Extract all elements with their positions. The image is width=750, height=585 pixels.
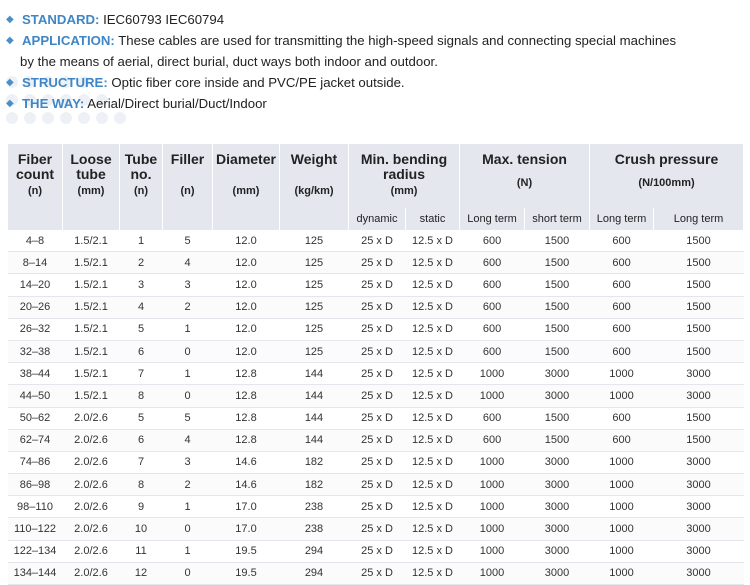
table-cell: 12.5 x D <box>406 340 460 362</box>
table-cell: 600 <box>590 318 654 340</box>
table-cell: 1000 <box>460 385 525 407</box>
table-cell: 600 <box>590 274 654 296</box>
table-cell: 12 <box>120 562 163 584</box>
table-cell: 3 <box>163 451 213 473</box>
table-cell: 134–144 <box>8 562 63 584</box>
table-cell: 3000 <box>654 540 744 562</box>
table-cell: 238 <box>280 496 349 518</box>
table-cell: 11 <box>120 540 163 562</box>
table-cell: 1500 <box>525 429 590 451</box>
table-cell: 12.5 x D <box>406 230 460 252</box>
header-weight: Weight (kg/km) <box>280 144 349 230</box>
table-cell: 1000 <box>590 496 654 518</box>
table-cell: 1000 <box>590 562 654 584</box>
table-row <box>8 340 744 362</box>
table-row <box>8 274 744 296</box>
table-cell: 1000 <box>590 363 654 385</box>
table-cell: 14.6 <box>213 474 280 496</box>
table-cell: 1.5/2.1 <box>63 385 120 407</box>
table-cell: 600 <box>590 407 654 429</box>
the-way-text: Aerial/Direct burial/Duct/Indoor <box>87 96 267 111</box>
diamond-bullet-icon: ◆ <box>6 35 14 46</box>
header-max-tension: Max. tension (N) <box>460 144 590 208</box>
table-cell: 2 <box>163 474 213 496</box>
table-cell: 5 <box>163 230 213 252</box>
table-cell: 9 <box>120 496 163 518</box>
header-diameter: Diameter (mm) <box>213 144 280 230</box>
table-cell: 1 <box>163 496 213 518</box>
table-cell: 125 <box>280 252 349 274</box>
table-cell: 62–74 <box>8 429 63 451</box>
table-cell: 1000 <box>460 540 525 562</box>
table-cell: 600 <box>460 296 525 318</box>
table-cell: 74–86 <box>8 451 63 473</box>
table-cell: 1.5/2.1 <box>63 230 120 252</box>
table-cell: 2 <box>163 296 213 318</box>
table-cell: 600 <box>590 296 654 318</box>
table-cell: 12.0 <box>213 252 280 274</box>
table-cell: 3000 <box>525 474 590 496</box>
table-cell: 5 <box>163 407 213 429</box>
table-cell: 1000 <box>590 385 654 407</box>
table-cell: 1500 <box>654 296 744 318</box>
table-cell: 12.5 x D <box>406 540 460 562</box>
table-cell: 1500 <box>654 429 744 451</box>
table-cell: 144 <box>280 407 349 429</box>
table-cell: 144 <box>280 363 349 385</box>
table-cell: 12.5 x D <box>406 562 460 584</box>
table-row <box>8 451 744 473</box>
table-cell: 17.0 <box>213 496 280 518</box>
table-header-row <box>8 144 744 208</box>
table-cell: 600 <box>460 230 525 252</box>
table-cell: 600 <box>590 252 654 274</box>
application-text-continued: by the means of aerial, direct burial, duct ways both indoor and outdoor. <box>20 54 438 69</box>
subheader-dynamic: dynamic <box>349 208 406 230</box>
table-cell: 3000 <box>654 474 744 496</box>
table-cell: 2 <box>120 252 163 274</box>
structure-text: Optic fiber core inside and PVC/PE jacket outside. <box>111 75 405 90</box>
table-cell: 25 x D <box>349 451 406 473</box>
table-cell: 12.5 x D <box>406 363 460 385</box>
table-cell: 32–38 <box>8 340 63 362</box>
table-cell: 5 <box>120 318 163 340</box>
table-cell: 12.8 <box>213 385 280 407</box>
table-cell: 2.0/2.6 <box>63 429 120 451</box>
table-cell: 0 <box>163 385 213 407</box>
table-cell: 1.5/2.1 <box>63 274 120 296</box>
table-row <box>8 474 744 496</box>
table-cell: 38–44 <box>8 363 63 385</box>
table-cell: 12.0 <box>213 296 280 318</box>
table-cell: 19.5 <box>213 562 280 584</box>
table-row <box>8 518 744 540</box>
table-cell: 19.5 <box>213 540 280 562</box>
table-cell: 25 x D <box>349 518 406 540</box>
table-cell: 3000 <box>654 496 744 518</box>
table-cell: 17.0 <box>213 518 280 540</box>
table-cell: 125 <box>280 230 349 252</box>
table-cell: 25 x D <box>349 540 406 562</box>
table-cell: 3000 <box>525 363 590 385</box>
table-cell: 12.5 x D <box>406 474 460 496</box>
the-way-line <box>6 93 746 114</box>
subheader-tension-short-term: short term <box>525 208 590 230</box>
table-cell: 98–110 <box>8 496 63 518</box>
table-cell: 12.5 x D <box>406 451 460 473</box>
table-cell: 6 <box>120 429 163 451</box>
table-cell: 1000 <box>460 451 525 473</box>
table-cell: 12.5 x D <box>406 518 460 540</box>
table-cell: 1500 <box>525 230 590 252</box>
standard-line <box>6 9 746 30</box>
table-cell: 238 <box>280 518 349 540</box>
table-cell: 25 x D <box>349 429 406 451</box>
table-cell: 2.0/2.6 <box>63 451 120 473</box>
table-cell: 25 x D <box>349 230 406 252</box>
header-loose-tube: Loose tube (mm) <box>63 144 120 230</box>
table-cell: 12.5 x D <box>406 318 460 340</box>
table-cell: 4 <box>163 429 213 451</box>
table-cell: 25 x D <box>349 385 406 407</box>
table-cell: 25 x D <box>349 407 406 429</box>
header-min-bending-radius: Min. bending radius (mm) <box>349 144 460 208</box>
table-cell: 25 x D <box>349 562 406 584</box>
table-cell: 1 <box>163 540 213 562</box>
table-cell: 1000 <box>590 451 654 473</box>
table-cell: 600 <box>590 230 654 252</box>
table-cell: 7 <box>120 363 163 385</box>
table-cell: 2.0/2.6 <box>63 562 120 584</box>
table-row <box>8 230 744 252</box>
table-cell: 1.5/2.1 <box>63 318 120 340</box>
table-cell: 1000 <box>460 562 525 584</box>
the-way-label: THE WAY: <box>22 96 85 111</box>
table-cell: 1500 <box>654 274 744 296</box>
table-cell: 1.5/2.1 <box>63 340 120 362</box>
table-cell: 600 <box>460 429 525 451</box>
table-cell: 12.0 <box>213 274 280 296</box>
table-cell: 12.0 <box>213 230 280 252</box>
table-cell: 4 <box>163 252 213 274</box>
table-cell: 1500 <box>525 296 590 318</box>
application-label: APPLICATION: <box>22 33 115 48</box>
product-description <box>6 9 746 114</box>
header-fiber-count: Fiber count (n) <box>8 144 63 230</box>
table-cell: 1000 <box>460 363 525 385</box>
table-row <box>8 296 744 318</box>
subheader-tension-long-term: Long term <box>460 208 525 230</box>
structure-label: STRUCTURE: <box>22 75 108 90</box>
table-cell: 2.0/2.6 <box>63 407 120 429</box>
table-cell: 12.5 x D <box>406 429 460 451</box>
table-cell: 5 <box>120 407 163 429</box>
structure-line <box>6 72 746 93</box>
table-cell: 122–134 <box>8 540 63 562</box>
table-cell: 1000 <box>460 496 525 518</box>
table-cell: 12.8 <box>213 407 280 429</box>
table-body <box>8 230 744 585</box>
table-cell: 12.8 <box>213 429 280 451</box>
header-filler: Filler (n) <box>163 144 213 230</box>
diamond-bullet-icon: ◆ <box>6 77 14 88</box>
table-cell: 600 <box>590 340 654 362</box>
table-cell: 1000 <box>460 518 525 540</box>
table-cell: 1000 <box>590 540 654 562</box>
table-cell: 0 <box>163 562 213 584</box>
table-cell: 1.5/2.1 <box>63 296 120 318</box>
table-cell: 86–98 <box>8 474 63 496</box>
table-cell: 1500 <box>525 274 590 296</box>
table-cell: 1500 <box>654 230 744 252</box>
table-row <box>8 562 744 584</box>
subheader-crush-long-term: Long term <box>590 208 654 230</box>
table-cell: 1500 <box>654 407 744 429</box>
table-cell: 6 <box>120 340 163 362</box>
table-cell: 600 <box>460 252 525 274</box>
table-cell: 125 <box>280 296 349 318</box>
table-cell: 2.0/2.6 <box>63 474 120 496</box>
header-tube-no: Tube no. (n) <box>120 144 163 230</box>
table-cell: 25 x D <box>349 496 406 518</box>
table-cell: 44–50 <box>8 385 63 407</box>
table-cell: 14.6 <box>213 451 280 473</box>
table-cell: 3000 <box>654 518 744 540</box>
table-cell: 25 x D <box>349 296 406 318</box>
table-cell: 14–20 <box>8 274 63 296</box>
table-cell: 2.0/2.6 <box>63 496 120 518</box>
table-row <box>8 318 744 340</box>
table-cell: 12.5 x D <box>406 407 460 429</box>
table-cell: 3000 <box>525 540 590 562</box>
table-cell: 7 <box>120 451 163 473</box>
table-cell: 12.5 x D <box>406 252 460 274</box>
table-cell: 12.5 x D <box>406 274 460 296</box>
table-cell: 3000 <box>654 385 744 407</box>
table-cell: 144 <box>280 429 349 451</box>
table-cell: 25 x D <box>349 474 406 496</box>
table-cell: 182 <box>280 474 349 496</box>
table-cell: 125 <box>280 318 349 340</box>
application-line <box>6 30 746 51</box>
table-cell: 12.8 <box>213 363 280 385</box>
table-cell: 1500 <box>525 407 590 429</box>
table-cell: 294 <box>280 540 349 562</box>
table-cell: 3 <box>163 274 213 296</box>
table-cell: 12.0 <box>213 318 280 340</box>
table-cell: 294 <box>280 562 349 584</box>
standard-label: STANDARD: <box>22 12 100 27</box>
table-row <box>8 252 744 274</box>
table-cell: 20–26 <box>8 296 63 318</box>
table-cell: 25 x D <box>349 363 406 385</box>
table-cell: 182 <box>280 451 349 473</box>
subheader-crush-long-term-2: Long term <box>654 208 744 230</box>
table-cell: 1000 <box>590 518 654 540</box>
table-cell: 1 <box>120 230 163 252</box>
table-cell: 3000 <box>525 562 590 584</box>
table-cell: 1500 <box>525 318 590 340</box>
table-cell: 4–8 <box>8 230 63 252</box>
table-cell: 1500 <box>525 252 590 274</box>
table-row <box>8 429 744 451</box>
table-cell: 12.5 x D <box>406 385 460 407</box>
table-cell: 25 x D <box>349 318 406 340</box>
diamond-bullet-icon: ◆ <box>6 14 14 25</box>
table-cell: 26–32 <box>8 318 63 340</box>
table-row <box>8 385 744 407</box>
table-cell: 1.5/2.1 <box>63 363 120 385</box>
table-cell: 600 <box>460 407 525 429</box>
table-cell: 12.5 x D <box>406 296 460 318</box>
table-cell: 3000 <box>525 496 590 518</box>
table-cell: 25 x D <box>349 252 406 274</box>
table-cell: 1500 <box>525 340 590 362</box>
table-cell: 25 x D <box>349 340 406 362</box>
table-cell: 1 <box>163 318 213 340</box>
application-text: These cables are used for transmitting the high-speed signals and connecting special machines <box>118 33 677 48</box>
table-row <box>8 540 744 562</box>
table-row <box>8 407 744 429</box>
table-cell: 2.0/2.6 <box>63 518 120 540</box>
table-cell: 10 <box>120 518 163 540</box>
table-cell: 144 <box>280 385 349 407</box>
subheader-static: static <box>406 208 460 230</box>
diamond-bullet-icon: ◆ <box>6 98 14 109</box>
table-cell: 50–62 <box>8 407 63 429</box>
table-row <box>8 496 744 518</box>
table-cell: 1.5/2.1 <box>63 252 120 274</box>
table-cell: 25 x D <box>349 274 406 296</box>
table-cell: 600 <box>460 318 525 340</box>
table-cell: 600 <box>460 340 525 362</box>
table-cell: 8 <box>120 474 163 496</box>
table-cell: 1000 <box>590 474 654 496</box>
table-cell: 3000 <box>525 385 590 407</box>
table-cell: 8–14 <box>8 252 63 274</box>
table-cell: 3000 <box>525 451 590 473</box>
table-cell: 125 <box>280 340 349 362</box>
table-cell: 12.5 x D <box>406 496 460 518</box>
table-cell: 600 <box>590 429 654 451</box>
table-cell: 3000 <box>654 562 744 584</box>
table-cell: 1 <box>163 363 213 385</box>
table-cell: 3000 <box>654 451 744 473</box>
table-cell: 1500 <box>654 318 744 340</box>
table-row <box>8 363 744 385</box>
cable-spec-table <box>7 144 744 585</box>
table-cell: 110–122 <box>8 518 63 540</box>
table-cell: 1500 <box>654 340 744 362</box>
table-cell: 3 <box>120 274 163 296</box>
table-cell: 1500 <box>654 252 744 274</box>
table-cell: 600 <box>460 274 525 296</box>
table-cell: 4 <box>120 296 163 318</box>
table-cell: 12.0 <box>213 340 280 362</box>
standard-text: IEC60793 IEC60794 <box>103 12 225 27</box>
table-cell: 3000 <box>654 363 744 385</box>
table-cell: 0 <box>163 340 213 362</box>
table-cell: 125 <box>280 274 349 296</box>
application-line-continued <box>6 51 746 72</box>
table-cell: 0 <box>163 518 213 540</box>
table-cell: 8 <box>120 385 163 407</box>
table-cell: 2.0/2.6 <box>63 540 120 562</box>
header-crush-pressure: Crush pressure (N/100mm) <box>590 144 744 208</box>
table-cell: 1000 <box>460 474 525 496</box>
table-cell: 3000 <box>525 518 590 540</box>
